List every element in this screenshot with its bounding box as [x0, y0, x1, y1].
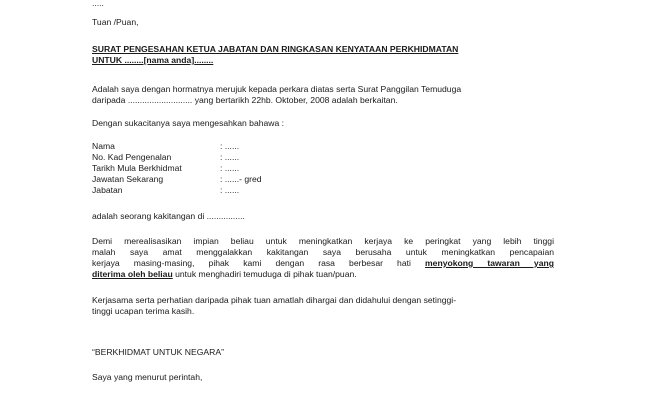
field-value-position: : ......- gred	[220, 174, 262, 184]
heading-name-placeholder: [nama anda]	[143, 55, 195, 65]
field-value-ic: : ......	[220, 152, 240, 162]
confirmation-line: Dengan sukacitanya saya mengesahkan bahawa :	[92, 118, 285, 128]
heading-line-2	[92, 55, 213, 65]
paragraph-2-line-2: malah saya amat menggalakkan kakitangan saya berusaha untuk meningkatkan pencapaian	[92, 247, 554, 257]
motto: “BERKHIDMAT UNTUK NEGARA”	[92, 347, 224, 357]
paragraph-3-line-1: Kerjasama serta perhatian daripada pihak tuan amatlah dihargai dan didahului dengan setinggi-	[92, 295, 457, 305]
field-value-nama: : ......	[220, 141, 240, 151]
paragraph-2-line-3-text: kerjaya masing-masing, pihak kami dengan rasa berbesar hati	[92, 258, 426, 268]
field-label-start-date: Tarikh Mula Berkhidmat	[92, 163, 182, 173]
paragraph-2-line-3	[92, 258, 554, 268]
field-value-start-date: : ......	[220, 163, 240, 173]
closing-line: Saya yang menurut perintah,	[92, 372, 203, 382]
support-emphasis-1: menyokong tawaran yang	[425, 258, 554, 268]
salutation: Tuan /Puan,	[92, 17, 139, 27]
paragraph-2-line-4-text: untuk menghadiri temuduga di pihak tuan/puan.	[172, 269, 357, 279]
field-value-department: : ......	[220, 185, 240, 195]
staff-line: adalah seorang kakitangan di ................	[92, 211, 245, 221]
paragraph-3-line-2: tinggi ucapan terima kasih.	[92, 306, 195, 316]
top-dots: .....	[92, 0, 104, 8]
field-label-position: Jawatan Sekarang	[92, 174, 164, 184]
support-emphasis-2: diterima oleh beliau	[92, 269, 173, 279]
paragraph-1-line-1: Adalah saya dengan hormatnya merujuk kepada perkara diatas serta Surat Panggilan Temuduga	[92, 84, 462, 94]
heading-line-1: SURAT PENGESAHAN KETUA JABATAN DAN RINGKASAN KENYATAAN PERKHIDMATAN	[92, 44, 459, 54]
field-label-department: Jabatan	[92, 185, 123, 195]
heading-suffix: ........	[194, 55, 214, 65]
field-label-nama: Nama	[92, 141, 115, 151]
paragraph-2-line-4	[92, 269, 357, 279]
heading-prefix: UNTUK ........	[92, 55, 144, 65]
paragraph-1-line-2: daripada ........................... yang bertarikh 22hb. Oktober, 2008 adalah berkaitan.	[92, 95, 398, 105]
paragraph-2-line-1: Demi merealisasikan impian beliau untuk meningkatkan kerjaya ke peringkat yang lebih tinggi	[92, 236, 554, 246]
field-label-ic: No. Kad Pengenalan	[92, 152, 172, 162]
